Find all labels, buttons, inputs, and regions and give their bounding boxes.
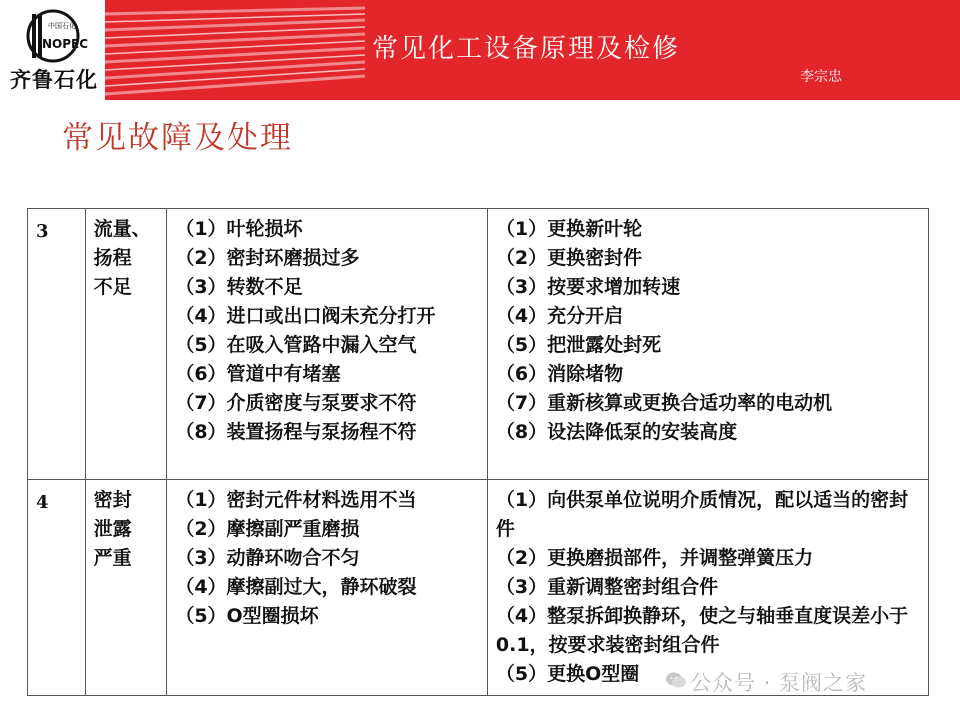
cause-item: （4）摩擦副过大，静环破裂	[175, 576, 417, 598]
fix-item: （2）更换磨损部件，并调整弹簧压力	[495, 547, 814, 569]
fault-name-line: 流量、	[93, 218, 151, 240]
logo-company-name: 齐鲁石化	[10, 67, 98, 92]
cause-item: （1）密封元件材料选用不当	[175, 489, 417, 511]
header-band	[0, 0, 960, 100]
fix-item: （7）重新核算或更换合适功率的电动机	[495, 392, 833, 414]
fault-name-line: 泄露	[93, 518, 132, 540]
fix-item: （8）设法降低泵的安装高度	[495, 421, 738, 443]
cause-item: （2）摩擦副严重磨损	[175, 518, 360, 540]
fix-item: （1）向供泵单位说明介质情况，配以适当的密封件	[495, 489, 909, 540]
fix-item: （6）消除堵物	[495, 363, 624, 385]
cause-item: （3）转数不足	[175, 276, 303, 298]
fault-name	[85, 209, 167, 480]
company-logo	[0, 0, 105, 100]
cause-item: （8）装置扬程与泵扬程不符	[175, 421, 417, 443]
header-stripes	[105, 0, 365, 100]
row-number: 4	[28, 480, 86, 696]
fault-causes	[167, 480, 488, 696]
fault-causes	[167, 209, 488, 480]
fix-item: （3）按要求增加转速	[495, 276, 681, 298]
cause-item: （5）在吸入管路中漏入空气	[175, 334, 417, 356]
row-number: 3	[28, 209, 86, 480]
fix-item: （3）重新调整密封组合件	[495, 576, 719, 598]
svg-text:中国石化: 中国石化	[48, 22, 76, 30]
fault-fixes	[487, 209, 928, 480]
sinopec-logo-icon	[18, 8, 88, 64]
fault-name-line: 扬程	[93, 247, 132, 269]
fault-name-line: 严重	[93, 547, 132, 569]
fix-item: （5）更换O型圈	[495, 663, 640, 685]
wechat-icon	[665, 669, 687, 691]
cause-item: （3）动静环吻合不匀	[175, 547, 360, 569]
fault-name-line: 密封	[93, 489, 132, 511]
cause-item: （4）进口或出口阀未充分打开	[175, 305, 436, 327]
section-title: 常见故障及处理	[62, 120, 293, 156]
fix-item: （1）更换新叶轮	[495, 218, 643, 240]
fault-name	[85, 480, 167, 696]
cause-item: （5）O型圈损坏	[175, 605, 319, 627]
document-title: 常见化工设备原理及检修	[372, 34, 681, 64]
watermark: 公众号 · 泵阀之家	[690, 671, 868, 695]
svg-text:NOPEC: NOPEC	[42, 37, 88, 51]
table-row	[28, 209, 929, 480]
fault-fixes	[487, 480, 928, 696]
fix-item: （2）更换密封件	[495, 247, 643, 269]
fix-item: （4）充分开启	[495, 305, 624, 327]
table-row	[28, 480, 929, 696]
cause-item: （1）叶轮损坏	[175, 218, 303, 240]
fix-item: （4）整泵拆卸换静环，使之与轴垂直度误差小于0.1，按要求装密封组合件	[495, 605, 909, 656]
cause-item: （2）密封环磨损过多	[175, 247, 360, 269]
fix-item: （5）把泄露处封死	[495, 334, 662, 356]
author-name: 李宗忠	[800, 69, 842, 85]
cause-item: （6）管道中有堵塞	[175, 363, 341, 385]
fault-table	[27, 208, 929, 696]
fault-name-line: 不足	[93, 276, 132, 298]
cause-item: （7）介质密度与泵要求不符	[175, 392, 417, 414]
